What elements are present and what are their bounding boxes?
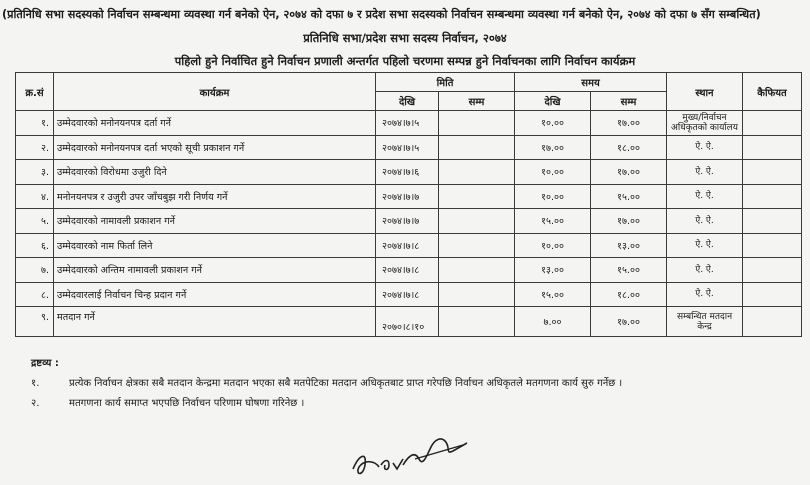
row-time-from: १०.००	[515, 160, 591, 185]
row-place: ऐ. ऐ.	[667, 160, 743, 185]
header-date-from: देखि	[376, 92, 439, 111]
row-activity: उम्मेदवारको अन्तिम नामावली प्रकाशन गर्ने	[54, 258, 376, 283]
row-activity: मनोनयनपत्र र उजुरी उपर जाँचबुझ गरी निर्णय गर्ने	[54, 184, 376, 209]
table-row	[16, 184, 802, 209]
election-schedule-table	[15, 72, 802, 337]
note-item	[31, 395, 304, 409]
note-number: २.	[31, 398, 40, 409]
row-date-to	[439, 135, 515, 160]
row-place: ऐ. ऐ.	[667, 184, 743, 209]
header-date: मिति	[376, 73, 515, 92]
table-row	[16, 160, 802, 185]
row-date-to	[439, 111, 515, 136]
row-remarks	[743, 135, 802, 160]
row-activity: उम्मेदवारको नामावली प्रकाशन गर्ने	[54, 209, 376, 234]
note-number: १.	[31, 378, 40, 389]
row-date-to	[439, 233, 515, 258]
table-row	[16, 233, 802, 258]
row-place: ऐ. ऐ.	[667, 209, 743, 234]
row-sn: ४.	[16, 184, 54, 209]
row-time-from: १५.००	[515, 209, 591, 234]
row-date-to	[439, 258, 515, 283]
row-sn: ९.	[16, 307, 54, 337]
row-time-from: १५.००	[515, 282, 591, 307]
row-place: सम्बन्धित मतदान केन्द्र	[667, 307, 743, 337]
header-remarks: कैफियत	[743, 73, 802, 111]
row-activity: उम्मेदवारको मनोनयनपत्र दर्ता भएको सूची प्रकाशन गर्ने	[54, 135, 376, 160]
row-sn: ३.	[16, 160, 54, 185]
row-sn: ६.	[16, 233, 54, 258]
row-remarks	[743, 258, 802, 283]
row-time-to: १३.००	[591, 233, 667, 258]
row-date-to	[439, 184, 515, 209]
schedule-subtitle: पहिलो हुने निर्वाचित हुने निर्वाचन प्रणाली अन्तर्गत पहिलो चरणमा सम्पन्न हुने निर्वाचनका लागि निर्वाचन कार्यक्रम	[174, 54, 636, 68]
header-place: स्थान	[667, 73, 743, 111]
row-activity: उम्मेदवारलाई निर्वाचन चिन्ह प्रदान गर्ने	[54, 282, 376, 307]
act-reference-heading: (प्रतिनिधि सभा सदस्यको निर्वाचन सम्बन्धमा व्यवस्था गर्न बनेको ऐन, २०७४ को दफा ७ र प्रदेश सभा सदस्यको निर्वाचन सम्बन्धमा व्यवस्था गर्न बनेको ऐन, २०७४ को दफा ७ सँग सम्बन्धित)	[2, 8, 761, 21]
row-time-from: १०.००	[515, 111, 591, 136]
row-place: मुख्य/निर्वाचन अधिकृतको कार्यालय	[667, 111, 743, 136]
table-row	[16, 135, 802, 160]
row-sn: ७.	[16, 258, 54, 283]
row-time-from: १३.००	[515, 258, 591, 283]
notes-title: द्रष्टव्य :	[31, 358, 59, 369]
row-remarks	[743, 209, 802, 234]
row-date-from: २०७४।७।८	[376, 258, 439, 283]
row-date-from: २०७४।७।७	[376, 184, 439, 209]
handwritten-signature-icon	[345, 425, 485, 485]
header-time: समय	[515, 73, 667, 92]
note-text: प्रत्येक निर्वाचन क्षेत्रका सबै मतदान केन्द्रमा मतदान भएका सबै मतपेटिका मतदान अधिकृतबाट प्राप्त गरेपछि निर्वाचन अधिकृतले मतगणना कार्य सुरु गर्नेछ ।	[69, 378, 623, 389]
table-row	[16, 111, 802, 136]
row-time-to: १७.००	[591, 160, 667, 185]
row-time-to: १५.००	[591, 258, 667, 283]
header-time-from: देखि	[515, 92, 591, 111]
header-date-to: सम्म	[439, 92, 515, 111]
table-row	[16, 282, 802, 307]
table-row	[16, 258, 802, 283]
election-title: प्रतिनिधि सभा/प्रदेश सभा सदस्य निर्वाचन, २०७४	[303, 31, 507, 45]
row-activity: उम्मेदवारको मनोनयनपत्र दर्ता गर्ने	[54, 111, 376, 136]
row-time-from: १७.००	[515, 135, 591, 160]
table-row	[16, 209, 802, 234]
row-sn: ५.	[16, 209, 54, 234]
row-time-from: १०.००	[515, 233, 591, 258]
row-date-to	[439, 307, 515, 337]
row-date-to	[439, 209, 515, 234]
row-place: ऐ. ऐ.	[667, 258, 743, 283]
row-remarks	[743, 307, 802, 337]
row-time-to: १७.००	[591, 307, 667, 337]
row-time-to: १७.००	[591, 111, 667, 136]
row-date-from: २०७४।७।५	[376, 111, 439, 136]
row-remarks	[743, 160, 802, 185]
row-date-from: २०७४।७।८	[376, 282, 439, 307]
row-time-to: १५.००	[591, 184, 667, 209]
row-activity: उम्मेदवारको विरोधमा उजुरी दिने	[54, 160, 376, 185]
row-sn: ८.	[16, 282, 54, 307]
row-place: ऐ. ऐ.	[667, 282, 743, 307]
row-time-from: ७.००	[515, 307, 591, 337]
row-date-from: २०७४।७।६	[376, 160, 439, 185]
note-text: मतगणना कार्य समाप्त भएपछि निर्वाचन परिणाम घोषणा गरिनेछ ।	[69, 398, 305, 409]
row-time-to: १८.००	[591, 282, 667, 307]
row-remarks	[743, 111, 802, 136]
header-activity: कार्यक्रम	[54, 73, 376, 111]
row-date-to	[439, 282, 515, 307]
table-row	[16, 307, 802, 337]
row-sn: १.	[16, 111, 54, 136]
note-item	[31, 375, 622, 389]
row-date-from: २०७४।७।८	[376, 233, 439, 258]
row-place: ऐ. ऐ.	[667, 233, 743, 258]
row-date-to	[439, 160, 515, 185]
row-date-from: २०७४।७।५	[376, 135, 439, 160]
row-date-from: २०७४।७।७	[376, 209, 439, 234]
row-activity: मतदान गर्ने	[54, 307, 376, 337]
header-sn: क्र.सं	[16, 73, 54, 111]
row-sn: २.	[16, 135, 54, 160]
row-time-from: १०.००	[515, 184, 591, 209]
table-header-row	[16, 73, 802, 92]
row-place: ऐ. ऐ.	[667, 135, 743, 160]
row-remarks	[743, 184, 802, 209]
row-time-to: १८.००	[591, 135, 667, 160]
row-time-to: १७.००	[591, 209, 667, 234]
row-remarks	[743, 233, 802, 258]
row-remarks	[743, 282, 802, 307]
header-time-to: सम्म	[591, 92, 667, 111]
row-activity: उम्मेदवारको नाम फिर्ता लिने	[54, 233, 376, 258]
row-date-from: २०७०।८।१०	[376, 307, 439, 337]
